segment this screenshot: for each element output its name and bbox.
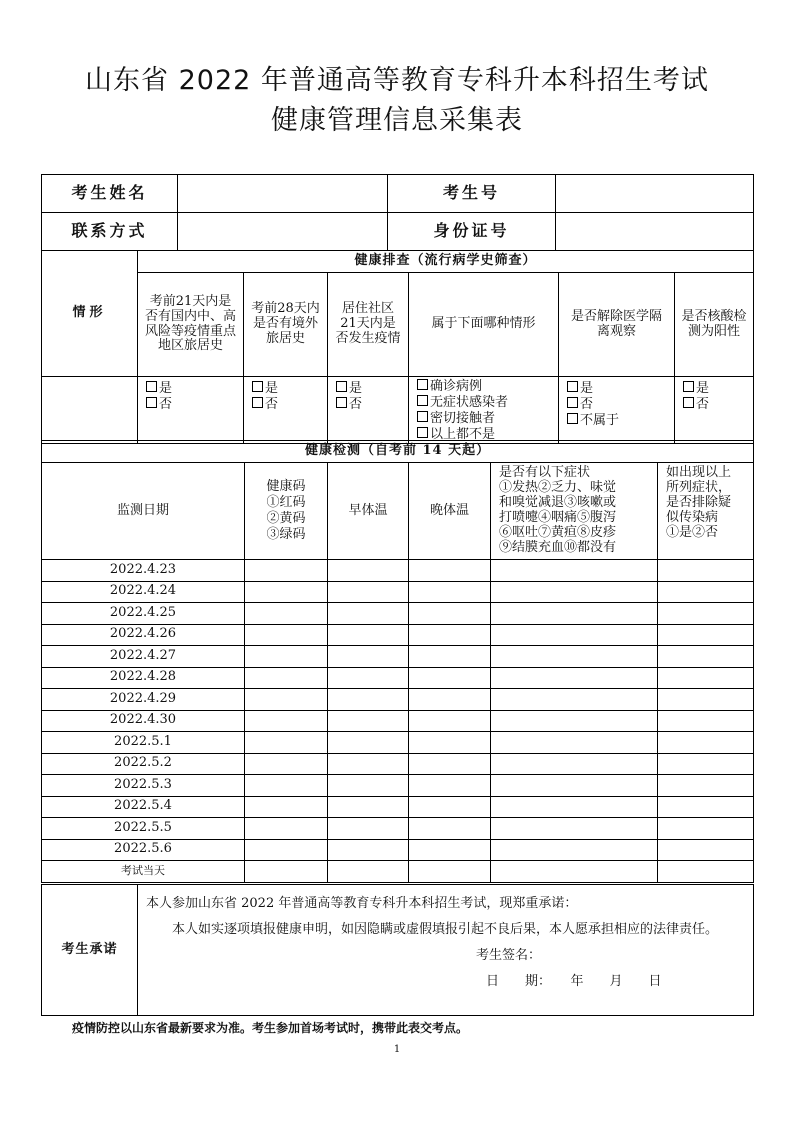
symptoms-cell[interactable] (491, 689, 658, 711)
monitoring-rows (42, 560, 754, 883)
question-community-outbreak: 居住社区21天内是否发生疫情 (328, 273, 409, 377)
id-number-label: 身份证号 (388, 213, 556, 251)
exam-number-label: 考生号 (388, 175, 556, 213)
monitor-date-cell: 2022.4.26 (42, 624, 245, 646)
checkbox-icon[interactable] (336, 397, 347, 408)
option-yes[interactable]: 是 (567, 381, 674, 397)
health-code-cell[interactable] (245, 689, 328, 711)
morning-temp-cell[interactable] (328, 775, 409, 797)
evening-temp-cell[interactable] (409, 710, 491, 732)
health-code-cell[interactable] (245, 710, 328, 732)
table-row (42, 818, 754, 840)
exam-number-field[interactable] (556, 175, 754, 213)
col-evening-temp: 晚体温 (409, 463, 491, 560)
symptoms-cell[interactable] (491, 818, 658, 840)
evening-temp-cell[interactable] (409, 560, 491, 582)
form-title-line-2: 健康管理信息采集表 (271, 105, 523, 136)
health-code-cell[interactable] (245, 839, 328, 861)
personal-info-table (41, 174, 754, 251)
monitor-date-cell: 2022.5.1 (42, 732, 245, 754)
form-title-line-1: 山东省 2022 年普通高等教育专科升本科招生考试 (85, 65, 709, 96)
name-label: 考生姓名 (42, 175, 178, 213)
health-code-cell[interactable] (245, 861, 328, 883)
monitoring-header: 健康检测（自考前 14 天起） (42, 441, 754, 463)
symptoms-cell[interactable] (491, 775, 658, 797)
id-number-field[interactable] (556, 213, 754, 251)
col-symptoms: 是否有以下症状 ①发热②乏力、味觉 和嗅觉减退③咳嗽或 打喷嚏④咽痛⑤腹泻 ⑥呕吐⑦黄疸⑧皮疹 ⑨结膜充血⑩都没有 (491, 463, 658, 560)
table-row (42, 689, 754, 711)
evening-temp-cell[interactable] (409, 753, 491, 775)
table-row (42, 667, 754, 689)
page-number: 1 (393, 1044, 401, 1055)
options-case-type (409, 377, 559, 444)
symptoms-cell[interactable] (491, 732, 658, 754)
monitor-date-cell: 2022.4.27 (42, 646, 245, 668)
morning-temp-cell[interactable] (328, 753, 409, 775)
option-none[interactable]: 以上都不是 (417, 427, 558, 443)
exclude-infection-cell[interactable] (658, 689, 754, 711)
question-isolation-released: 是否解除医学隔离观察 (559, 273, 675, 377)
option-no[interactable]: 否 (336, 397, 408, 413)
symptoms-cell[interactable] (491, 861, 658, 883)
table-row (42, 710, 754, 732)
question-overseas-travel: 考前28天内是否有境外旅居史 (244, 273, 328, 377)
option-close-contact[interactable]: 密切接触者 (417, 411, 558, 427)
symptoms-cell[interactable] (491, 646, 658, 668)
morning-temp-cell[interactable] (328, 667, 409, 689)
monitor-date-cell: 2022.4.28 (42, 667, 245, 689)
monitor-date-cell: 2022.4.24 (42, 581, 245, 603)
morning-temp-cell[interactable] (328, 624, 409, 646)
col-morning-temp: 早体温 (328, 463, 409, 560)
checkbox-icon[interactable] (567, 381, 578, 392)
situation-label: 情形 (42, 251, 138, 377)
morning-temp-cell[interactable] (328, 732, 409, 754)
date-field[interactable]: 日 期： 年 月 日 (486, 974, 662, 989)
morning-temp-cell[interactable] (328, 861, 409, 883)
table-row (42, 861, 754, 883)
evening-temp-cell[interactable] (409, 667, 491, 689)
pledge-text (138, 885, 754, 1016)
checkbox-icon[interactable] (417, 427, 428, 438)
exclude-infection-cell[interactable] (658, 775, 754, 797)
checkbox-icon[interactable] (146, 381, 157, 392)
exclude-infection-cell[interactable] (658, 796, 754, 818)
checkbox-icon[interactable] (683, 397, 694, 408)
option-yes[interactable]: 是 (252, 381, 327, 397)
evening-temp-cell[interactable] (409, 732, 491, 754)
evening-temp-cell[interactable] (409, 624, 491, 646)
exclude-infection-cell[interactable] (658, 624, 754, 646)
checkbox-icon[interactable] (336, 381, 347, 392)
symptoms-cell[interactable] (491, 753, 658, 775)
health-code-cell[interactable] (245, 667, 328, 689)
symptoms-cell[interactable] (491, 560, 658, 582)
table-row (42, 839, 754, 861)
exclude-infection-cell[interactable] (658, 603, 754, 625)
morning-temp-cell[interactable] (328, 646, 409, 668)
evening-temp-cell[interactable] (409, 818, 491, 840)
options-domestic-travel (138, 377, 244, 444)
exclude-infection-cell[interactable] (658, 646, 754, 668)
monitor-date-cell: 2022.4.23 (42, 560, 245, 582)
morning-temp-cell[interactable] (328, 710, 409, 732)
contact-label: 联系方式 (42, 213, 178, 251)
checkbox-icon[interactable] (146, 397, 157, 408)
evening-temp-cell[interactable] (409, 581, 491, 603)
exclude-infection-cell[interactable] (658, 581, 754, 603)
table-row (42, 796, 754, 818)
col-monitor-date: 监测日期 (42, 463, 245, 560)
option-not-applicable[interactable]: 不属于 (567, 413, 674, 429)
option-confirmed[interactable]: 确诊病例 (417, 379, 558, 395)
pledge-line-1: 本人参加山东省 2022 年普通高等教育专科升本科招生考试，现郑重承诺： (146, 896, 578, 911)
table-row (42, 560, 754, 582)
option-yes[interactable]: 是 (336, 381, 408, 397)
signature-field[interactable]: 考生签名： (476, 948, 542, 963)
pledge-table (41, 884, 754, 1016)
monitor-date-cell: 2022.5.5 (42, 818, 245, 840)
contact-field[interactable] (178, 213, 388, 251)
health-code-cell[interactable] (245, 646, 328, 668)
morning-temp-cell[interactable] (328, 581, 409, 603)
checkbox-icon[interactable] (417, 395, 428, 406)
health-screening-table (41, 250, 754, 444)
health-monitoring-table (41, 440, 754, 883)
monitor-date-cell: 考试当天 (42, 861, 245, 883)
monitor-date-cell: 2022.4.25 (42, 603, 245, 625)
option-no[interactable]: 否 (146, 397, 243, 413)
health-code-cell[interactable] (245, 560, 328, 582)
symptoms-cell[interactable] (491, 710, 658, 732)
health-code-cell[interactable] (245, 732, 328, 754)
exclude-infection-cell[interactable] (658, 839, 754, 861)
table-row (42, 646, 754, 668)
checkbox-icon[interactable] (417, 411, 428, 422)
exclude-infection-cell[interactable] (658, 753, 754, 775)
table-row (42, 753, 754, 775)
col-health-code: 健康码 ①红码 ②黄码 ③绿码 (245, 463, 328, 560)
morning-temp-cell[interactable] (328, 603, 409, 625)
option-yes[interactable]: 是 (146, 381, 243, 397)
health-code-cell[interactable] (245, 775, 328, 797)
table-row (42, 624, 754, 646)
checkbox-icon[interactable] (567, 397, 578, 408)
evening-temp-cell[interactable] (409, 861, 491, 883)
exclude-infection-cell[interactable] (658, 818, 754, 840)
option-yes[interactable]: 是 (683, 381, 753, 397)
monitor-date-cell: 2022.4.29 (42, 689, 245, 711)
col-exclude-infection: 如出现以上 所列症状， 是否排除疑 似传染病 ①是②否 (658, 463, 754, 560)
option-asymptomatic[interactable]: 无症状感染者 (417, 395, 558, 411)
symptoms-cell[interactable] (491, 839, 658, 861)
health-code-cell[interactable] (245, 796, 328, 818)
symptoms-cell[interactable] (491, 603, 658, 625)
table-row (42, 581, 754, 603)
exclude-infection-cell[interactable] (658, 560, 754, 582)
option-no[interactable]: 否 (683, 397, 753, 413)
exclude-infection-cell[interactable] (658, 710, 754, 732)
table-row (42, 775, 754, 797)
question-nucleic-positive: 是否核酸检测为阳性 (675, 273, 754, 377)
exclude-infection-cell[interactable] (658, 861, 754, 883)
morning-temp-cell[interactable] (328, 560, 409, 582)
table-row (42, 603, 754, 625)
evening-temp-cell[interactable] (409, 646, 491, 668)
symptoms-cell[interactable] (491, 624, 658, 646)
evening-temp-cell[interactable] (409, 839, 491, 861)
option-no[interactable]: 否 (567, 397, 674, 413)
monitor-date-cell: 2022.4.30 (42, 710, 245, 732)
pledge-line-2: 本人如实逐项填报健康申明，如因隐瞒或虚假填报引起不良后果，本人愿承担相应的法律责任。 (172, 922, 719, 937)
table-row (42, 732, 754, 754)
option-no[interactable]: 否 (252, 397, 327, 413)
name-field[interactable] (178, 175, 388, 213)
footnote: 疫情防控以山东省最新要求为准。考生参加首场考试时，携带此表交考点。 (72, 1021, 469, 1035)
options-isolation-released (559, 377, 675, 444)
health-code-cell[interactable] (245, 753, 328, 775)
morning-temp-cell[interactable] (328, 818, 409, 840)
checkbox-icon[interactable] (417, 379, 428, 390)
options-row-label (42, 377, 138, 444)
evening-temp-cell[interactable] (409, 796, 491, 818)
question-case-type: 属于下面哪种情形 (409, 273, 559, 377)
checkbox-icon[interactable] (683, 381, 694, 392)
symptoms-cell[interactable] (491, 667, 658, 689)
monitor-date-cell: 2022.5.3 (42, 775, 245, 797)
monitor-date-cell: 2022.5.6 (42, 839, 245, 861)
checkbox-icon[interactable] (252, 397, 263, 408)
monitor-date-cell: 2022.5.2 (42, 753, 245, 775)
options-nucleic-positive (675, 377, 754, 444)
checkbox-icon[interactable] (252, 381, 263, 392)
health-code-cell[interactable] (245, 603, 328, 625)
exclude-infection-cell[interactable] (658, 667, 754, 689)
exclude-infection-cell[interactable] (658, 732, 754, 754)
symptoms-cell[interactable] (491, 581, 658, 603)
evening-temp-cell[interactable] (409, 775, 491, 797)
pledge-label: 考生承诺 (42, 885, 138, 1016)
question-domestic-travel: 考前21天内是否有国内中、高风险等疫情重点地区旅居史 (138, 273, 244, 377)
evening-temp-cell[interactable] (409, 603, 491, 625)
screening-header: 健康排查（流行病学史筛查） (138, 251, 754, 273)
options-community-outbreak (328, 377, 409, 444)
morning-temp-cell[interactable] (328, 689, 409, 711)
evening-temp-cell[interactable] (409, 689, 491, 711)
options-overseas-travel (244, 377, 328, 444)
health-code-cell[interactable] (245, 624, 328, 646)
morning-temp-cell[interactable] (328, 796, 409, 818)
symptoms-cell[interactable] (491, 796, 658, 818)
morning-temp-cell[interactable] (328, 839, 409, 861)
monitor-date-cell: 2022.5.4 (42, 796, 245, 818)
health-code-cell[interactable] (245, 818, 328, 840)
health-code-cell[interactable] (245, 581, 328, 603)
checkbox-icon[interactable] (567, 413, 578, 424)
